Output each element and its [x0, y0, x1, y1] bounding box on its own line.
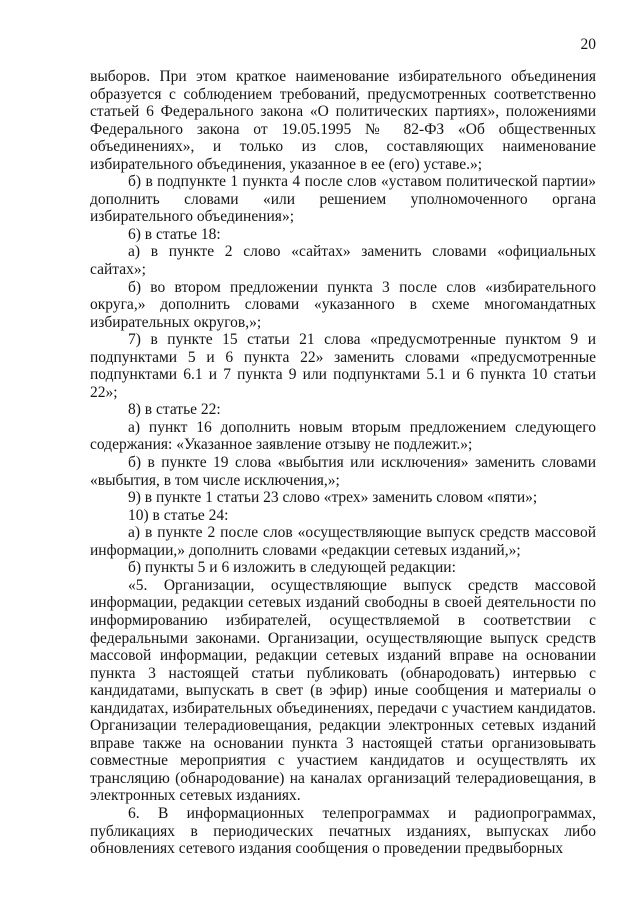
paragraph: а) пункт 16 дополнить новым вторым предложением следующего содержания: «Указанное заявление отзыву не подлежит.»;	[90, 418, 596, 454]
paragraph: 10) в статье 24:	[128, 506, 229, 524]
document-body	[90, 68, 596, 858]
paragraph: 6) в статье 18:	[128, 225, 221, 243]
paragraph: б) в пункте 19 слова «выбытия или исключения» заменить словами «выбытия, в том числе исключения,»;	[90, 454, 596, 489]
paragraph: выборов. При этом краткое наименование избирательного объединения образуется с соблюдением требований, предусмотренных соответственно статьей 6 Федерального закона «О политических партиях», положениями Федерального закона от 19.05.1995 № 82-ФЗ «Об общественных объединениях», и только из слов, составляющих наименование избирательного объединения, указанное в ее (его) уставе.»;	[90, 68, 596, 173]
paragraph: 6. В информационных телепрограммах и радиопрограммах, публикациях в периодических печатных изданиях, выпусках либо обновлениях сетевого издания сообщения о проведении предвыборных	[90, 804, 596, 858]
paragraph: 7) в пункте 15 статьи 21 слова «предусмотренные пунктом 9 и подпунктами 5 и 6 пункта 22» заменить словами «предусмотренные подпунктами 6.1 и 7 пункта 9 или подпунктами 5.1 и 6 пункта 10 статьи 22»;	[90, 331, 596, 401]
page-number: 20	[580, 36, 596, 53]
paragraph: 8) в статье 22:	[128, 401, 221, 419]
paragraph: а) в пункте 2 после слов «осуществляющие выпуск средств массовой информации,» дополнить словами «редакции сетевых изданий,»;	[90, 524, 596, 559]
paragraph: б) в подпункте 1 пункта 4 после слов «уставом политической партии» дополнить словами «или решением уполномоченного органа избирательного объединения»;	[90, 173, 596, 226]
paragraph: «5. Организации, осуществляющие выпуск средств массовой информации, редакции сетевых изданий свободны в своей деятельности по информированию избирателей, осуществляемой в соответствии с федеральными законами. Организации, осуществляющие выпуск средств массовой информации, редакции сетевых изданий вправе на основании пункта 3 настоящей статьи публиковать (обнародовать) интервью с кандидатами, выпускать в свет (в эфир) иные сообщения и материалы о кандидатах, избирательных объединениях, передачи с участием кандидатов. Организации телерадиовещания, редакции электронных сетевых изданий вправе также на основании пункта 3 настоящей статьи организовывать совместные мероприятия с участием кандидатов и осуществлять их трансляцию (обнародование) на каналах организаций телерадиовещания, в электронных сетевых изданиях.	[90, 576, 596, 805]
paragraph: а) в пункте 2 слово «сайтах» заменить словами «официальных сайтах»;	[90, 243, 596, 279]
paragraph: б) пункты 5 и 6 изложить в следующей редакции:	[128, 559, 456, 577]
paragraph: 9) в пункте 1 статьи 23 слово «трех» заменить словом «пяти»;	[128, 489, 538, 507]
paragraph: б) во втором предложении пункта 3 после слов «избирательного округа,» дополнить словами «указанного в схеме многомандатных избирательных округов,»;	[90, 278, 596, 331]
